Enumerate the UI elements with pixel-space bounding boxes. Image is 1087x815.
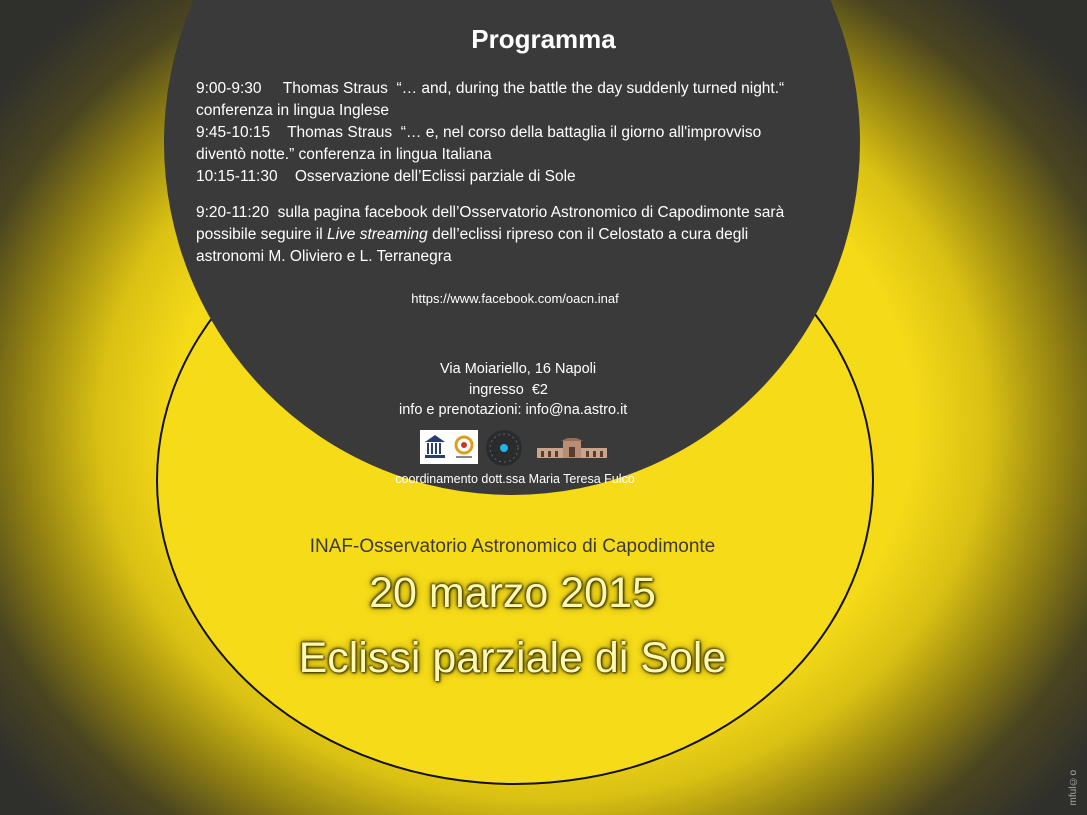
venue-address: Via Moiariello, 16 Napoli xyxy=(440,361,597,377)
schedule-line: 10:15-11:30 Osservazione dell’Eclissi parziale di Sole xyxy=(196,168,576,185)
unesco-logo-icon xyxy=(420,430,478,464)
schedule xyxy=(196,78,846,268)
iya-logo-icon xyxy=(486,430,522,466)
schedule-line: 9:45-10:15 Thomas Straus “… e, nel corso della battaglia il giorno all'improvviso xyxy=(196,124,762,141)
program-title: Programma xyxy=(471,24,616,54)
streaming-line: astronomi M. Oliviero e L. Terranegra xyxy=(196,248,452,265)
schedule-line: diventò notte.” conferenza in lingua Italiana xyxy=(196,146,492,163)
streaming-text: dell’eclissi ripreso con il Celostato a cura degli xyxy=(427,226,749,243)
live-streaming-emphasis: Live streaming xyxy=(326,226,428,243)
streaming-text: possibile seguire il xyxy=(196,226,327,243)
schedule-line: 9:00-9:30 Thomas Straus “… and, during the battle the day suddenly turned night.“ xyxy=(196,80,785,97)
observatory-logo-icon xyxy=(535,438,609,460)
facebook-link[interactable]: https://www.facebook.com/oacn.inaf xyxy=(411,291,619,306)
streaming-line xyxy=(196,224,846,246)
venue-fee: ingresso €2 xyxy=(469,381,548,398)
venue-info xyxy=(380,359,680,421)
coordination-credit: coordinamento dott.ssa Maria Teresa Fulco xyxy=(395,472,635,486)
organization-name: INAF-Osservatorio Astronomico di Capodimonte xyxy=(309,536,716,557)
logos-row xyxy=(0,428,1087,468)
venue-contact: info e prenotazioni: info@na.astro.it xyxy=(399,402,628,418)
event-date: 20 marzo 2015 xyxy=(369,569,656,617)
artist-signature: mful©o xyxy=(1068,769,1079,805)
schedule-line: conferenza in lingua Inglese xyxy=(196,102,390,119)
event-title: Eclissi parziale di Sole xyxy=(298,634,727,682)
streaming-line: 9:20-11:20 sulla pagina facebook dell’Osservatorio Astronomico di Capodimonte sarà xyxy=(196,204,785,221)
